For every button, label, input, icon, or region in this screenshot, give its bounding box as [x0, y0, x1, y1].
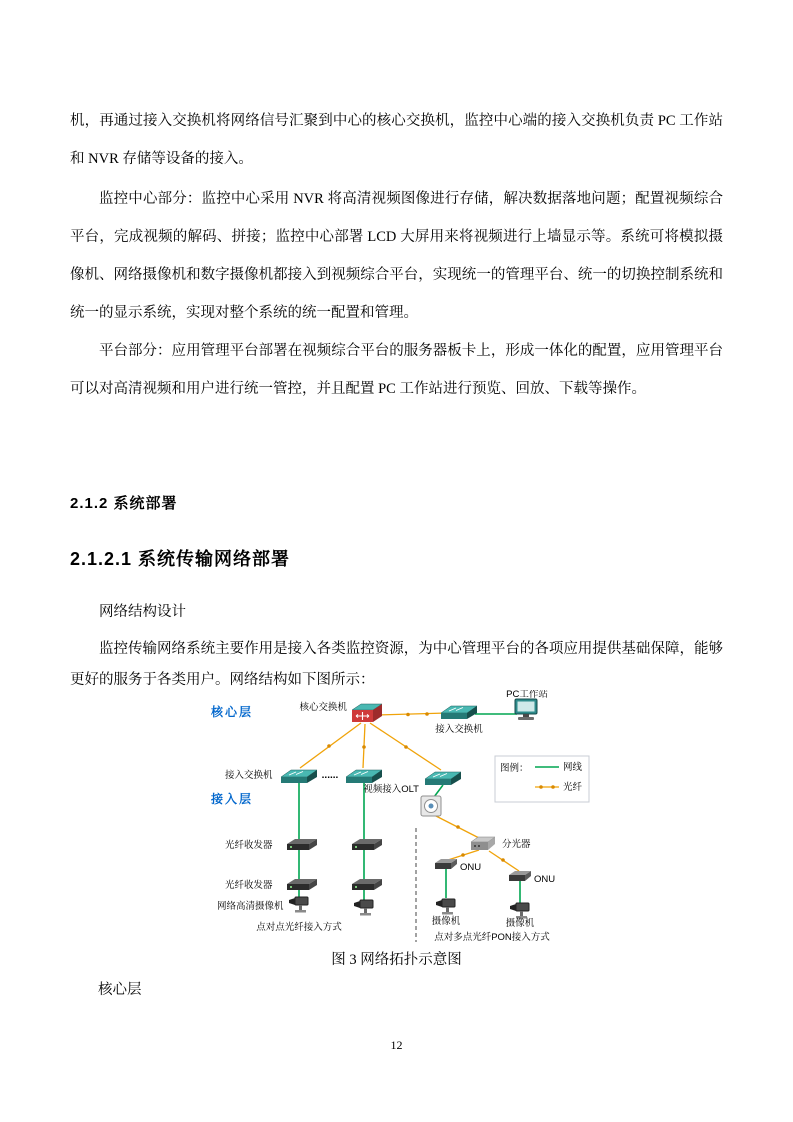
p2p-method-label: 点对点光纤接入方式	[256, 922, 342, 933]
camera-right-icon	[510, 903, 529, 919]
ellipsis-label: ......	[321, 770, 339, 781]
cable-switch-c-to-olt	[434, 785, 443, 797]
core-layer-label: 核心层	[211, 705, 254, 719]
fiber-dot	[461, 853, 465, 857]
core-switch-icon	[352, 704, 382, 722]
onu-left-icon	[435, 859, 457, 869]
camera-right-label: 摄像机	[505, 918, 535, 929]
figure-caption: 图 3 网络拓扑示意图	[331, 952, 462, 968]
body-paragraph-1: 机，再通过接入交换机将网络信号汇聚到中心的核心交换机，监控中心端的接入交换机负责 PC 工作站和 NVR 存储等设备的接入。	[70, 113, 723, 167]
core-layer-section-lead: 核心层	[98, 982, 142, 998]
legend-title: 图例：	[500, 763, 529, 774]
fiber-transceiver-1-label: 光纤收发器	[225, 840, 273, 851]
camera-left-label: 摄像机	[431, 916, 461, 927]
splitter-label: 分光器	[502, 839, 531, 850]
legend-cable-label: 网线	[563, 762, 583, 773]
fiber-dot	[327, 744, 331, 748]
network-design-paragraph: 监控传输网络系统主要作用是接入各类监控资源，为中心管理平台的各项应用提供基础保障，能够更好的服务于各类用户。网络结构如下图所示：	[70, 641, 723, 688]
fiber-transceiver-icon	[352, 879, 382, 890]
fiber-transceiver-icon	[287, 839, 317, 850]
access-switch-top-label: 接入交换机	[435, 724, 483, 735]
access-switch-b-icon	[346, 770, 382, 783]
video-olt-label: 视频接入OLT	[363, 784, 419, 795]
access-switch-left-label: 接入交换机	[225, 770, 273, 781]
access-layer-label: 接入层	[211, 792, 254, 806]
legend-fiber-label: 光纤	[563, 782, 583, 793]
pc-workstation-icon	[515, 699, 537, 720]
fiber-link-core-to-top-switch	[377, 713, 447, 715]
core-switch-label: 核心交换机	[299, 702, 347, 713]
fiber-dot	[551, 785, 555, 789]
fiber-dot	[539, 785, 543, 789]
fiber-dot	[406, 713, 410, 717]
page-number: 12	[390, 1038, 403, 1052]
hd-camera-a-icon	[289, 897, 308, 913]
onu-left-label: ONU	[460, 862, 482, 873]
fiber-dot	[404, 745, 408, 749]
video-olt-icon	[421, 796, 441, 816]
fiber-dot	[501, 858, 505, 862]
access-switch-a-icon	[281, 770, 317, 783]
fiber-dot	[362, 745, 366, 749]
fiber-transceiver-2-label: 光纤收发器	[225, 880, 273, 891]
camera-left-icon	[436, 899, 455, 915]
splitter-icon	[471, 837, 495, 850]
access-switch-c-icon	[425, 772, 461, 785]
fiber-dot	[456, 825, 460, 829]
body-paragraph-2: 监控中心部分：监控中心采用 NVR 将高清视频图像进行存储，解决数据落地问题；配置视频综合平台，完成视频的解码、拼接；监控中心部署 LCD 大屏用来将视频进行上墙显示等。系统可将模拟摄像机、网络摄像机和数字摄像机都接入到视频综合平台，实现统一的管理平台、统一的切换控制系统和统一的显示系统，实现对整个系统的统一配置和管理。	[70, 191, 723, 321]
onu-right-label: ONU	[534, 874, 556, 885]
topology-svg	[203, 690, 593, 948]
pc-workstation-label: PC工作站	[506, 690, 548, 700]
hd-camera-b-icon	[354, 900, 373, 916]
pon-method-label: 点对多点光纤PON接入方式	[434, 932, 550, 943]
network-design-title: 网络结构设计	[99, 604, 186, 620]
onu-right-icon	[509, 871, 531, 881]
section-heading: 2.1.2 系统部署	[70, 495, 178, 512]
body-paragraph-3: 平台部分：应用管理平台部署在视频综合平台的服务器板卡上，形成一体化的配置，应用管理平台可以对高清视频和用户进行统一管控，并且配置 PC 工作站进行预览、回放、下载等操作。	[70, 343, 723, 397]
fiber-transceiver-icon	[287, 879, 317, 890]
fiber-transceiver-icon	[352, 839, 382, 850]
access-switch-top-icon	[441, 706, 477, 719]
subsection-heading: 2.1.2.1 系统传输网络部署	[70, 549, 291, 569]
fiber-dot	[425, 712, 429, 716]
hd-camera-label: 网络高清摄像机	[217, 901, 284, 912]
network-topology-diagram	[203, 690, 593, 948]
